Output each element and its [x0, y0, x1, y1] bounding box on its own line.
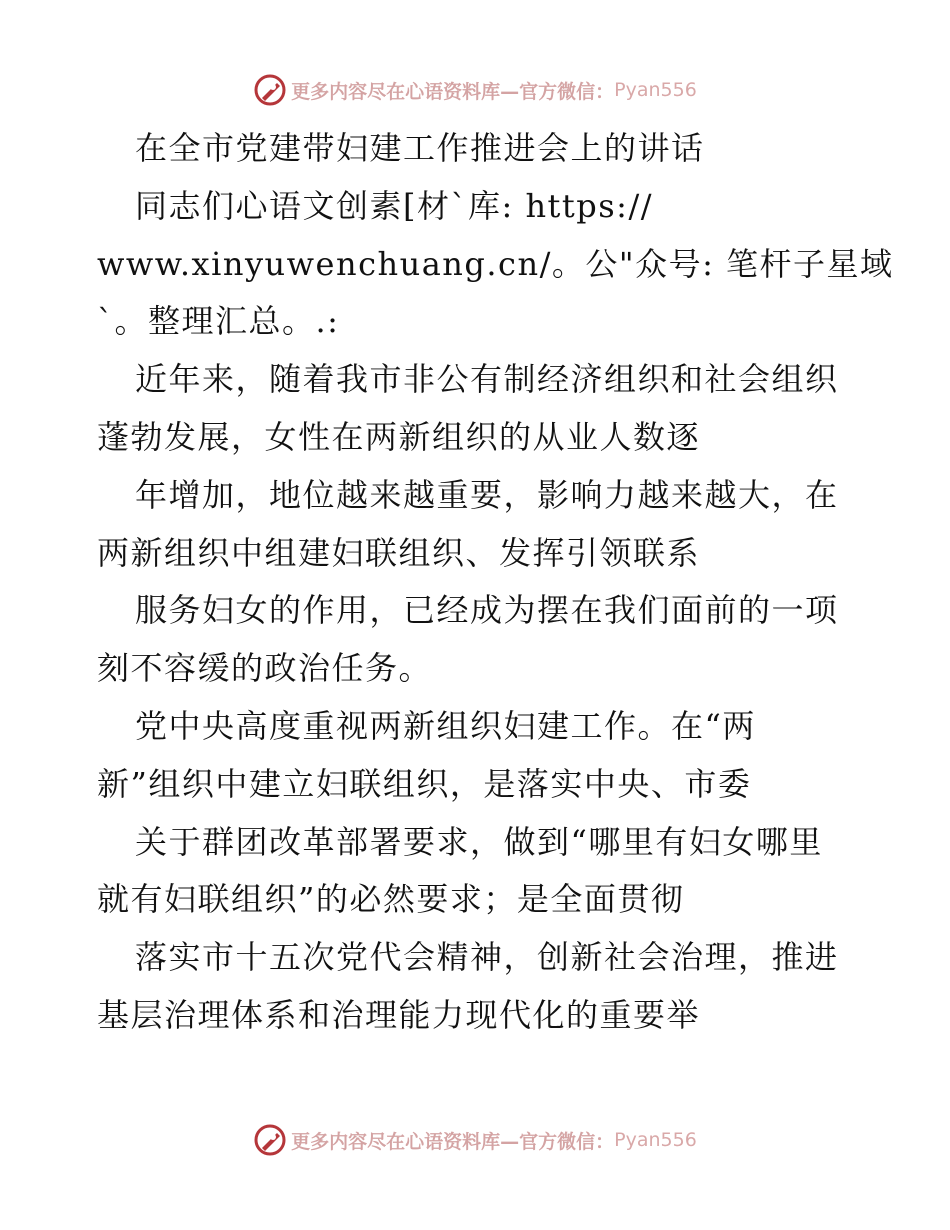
body-line: 就有妇联组织”的必然要求；是全面贯彻 — [97, 880, 685, 919]
banner-text: 更多内容尽在心语资料库—官方微信： — [291, 1130, 615, 1153]
body-line: 党中央高度重视两新组织妇建工作。在“两 — [135, 706, 756, 745]
body-line: 基层治理体系和治理能力现代化的重要举 — [97, 995, 701, 1034]
body-line: 同志们心语文创素[材`库: https:// — [135, 186, 654, 225]
banner-wechat-id: Pyan556 — [614, 1129, 697, 1151]
body-line: 两新组织中组建妇联组织、发挥引领联系 — [97, 533, 701, 572]
body-line: `。整理汇总。.: — [97, 302, 340, 341]
body-line: 刻不容缓的政治任务。 — [97, 649, 433, 688]
body-line: 服务妇女的作用，已经成为摆在我们面前的一项 — [135, 591, 839, 630]
body-line: 近年来，随着我市非公有制经济组织和社会组织 — [135, 360, 839, 399]
document-body — [97, 120, 894, 1045]
body-line: 年增加，地位越来越重要，影响力越来越大，在 — [135, 475, 839, 514]
quill-logo-icon — [253, 73, 287, 107]
body-line: 蓬勃发展，女性在两新组织的从业人数逐 — [97, 417, 701, 456]
body-line: 落实市十五次党代会精神，创新社会治理，推进 — [135, 938, 839, 977]
document-title: 在全市党建带妇建工作推进会上的讲话 — [135, 129, 705, 167]
body-line: 新”组织中建立妇联组织，是落实中央、市委 — [97, 764, 752, 803]
body-line: 关于群团改革部署要求，做到“哪里有妇女哪里 — [135, 822, 823, 861]
banner-text: 更多内容尽在心语资料库—官方微信： — [291, 80, 615, 103]
banner-wechat-id: Pyan556 — [614, 79, 697, 101]
body-line: www.xinyuwenchuang.cn/。公"众号: 笔杆子星域 — [97, 244, 894, 283]
quill-logo-icon — [253, 1123, 287, 1157]
footer-banner — [0, 1118, 950, 1162]
header-banner — [0, 68, 950, 112]
